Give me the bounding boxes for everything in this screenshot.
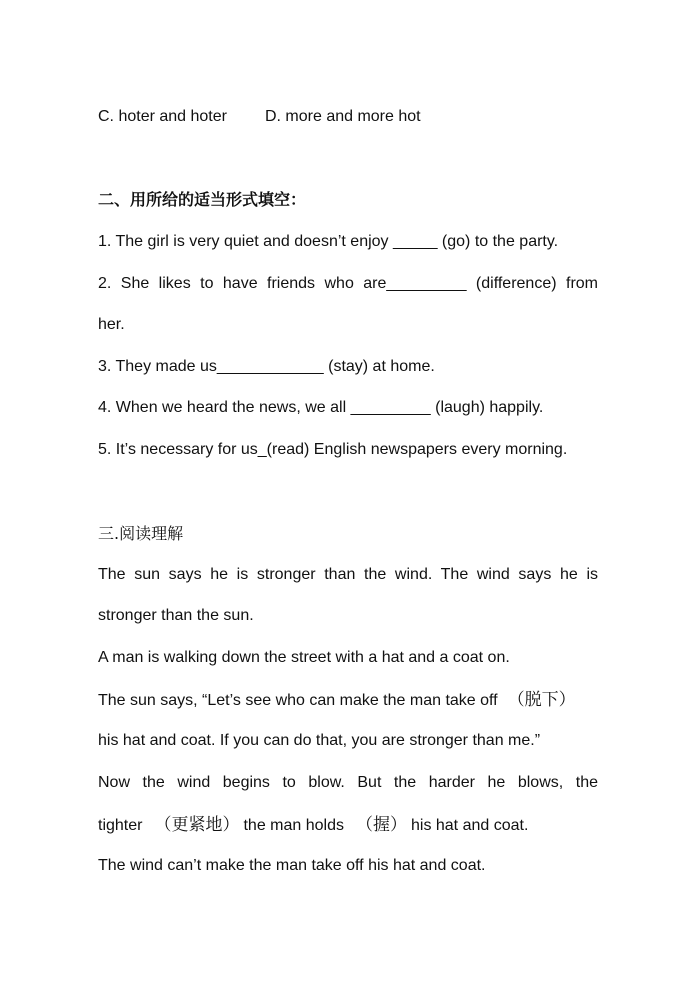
section-3-heading: 三.阅读理解 xyxy=(98,524,184,543)
choice-line xyxy=(98,107,598,127)
paragraph-3-text: The sun says, “Let’s see who can make the man take off xyxy=(98,692,498,709)
paragraph-4-line-1: Now the wind begins to blow. But the harder he blows, the xyxy=(98,774,598,791)
gloss-hold: （握） xyxy=(355,815,407,835)
question-2: 2. She likes to have friends who are_________ (difference) from xyxy=(98,275,598,292)
word-tighter: tighter xyxy=(98,817,143,834)
question-3: 3. They made us____________ (stay) at home. xyxy=(98,358,435,375)
choice-c: C. hoter and hoter xyxy=(98,108,227,125)
question-4: 4. When we heard the news, we all _________ (laugh) happily. xyxy=(98,399,544,416)
paragraph-5: The wind can’t make the man take off his hat and coat. xyxy=(98,857,486,874)
choice-d: D. more and more hot xyxy=(264,108,421,125)
section-2-heading: 二、用所给的适当形式填空： xyxy=(98,190,307,209)
text-hat-coat: his hat and coat. xyxy=(410,817,529,834)
gloss-take-off: （脱下） xyxy=(507,690,576,710)
question-5: 5. It’s necessary for us_(read) English newspapers every morning. xyxy=(98,441,568,458)
paragraph-1-line-1: The sun says he is stronger than the wind. The wind says he is xyxy=(98,566,598,583)
paragraph-3-line-2: his hat and coat. If you can do that, you are stronger than me.” xyxy=(98,732,541,749)
paragraph-1-line-2: stronger than the sun. xyxy=(98,607,254,624)
text-man-holds: the man holds xyxy=(243,817,344,834)
gloss-tighter: （更紧地） xyxy=(154,815,240,835)
question-1: 1. The girl is very quiet and doesn’t enjoy _____ (go) to the party. xyxy=(98,233,559,250)
paragraph-4-line-2 xyxy=(98,815,598,836)
paragraph-3-line-1 xyxy=(98,690,618,711)
question-2-continued: her. xyxy=(98,316,125,333)
paragraph-2: A man is walking down the street with a hat and a coat on. xyxy=(98,649,510,666)
